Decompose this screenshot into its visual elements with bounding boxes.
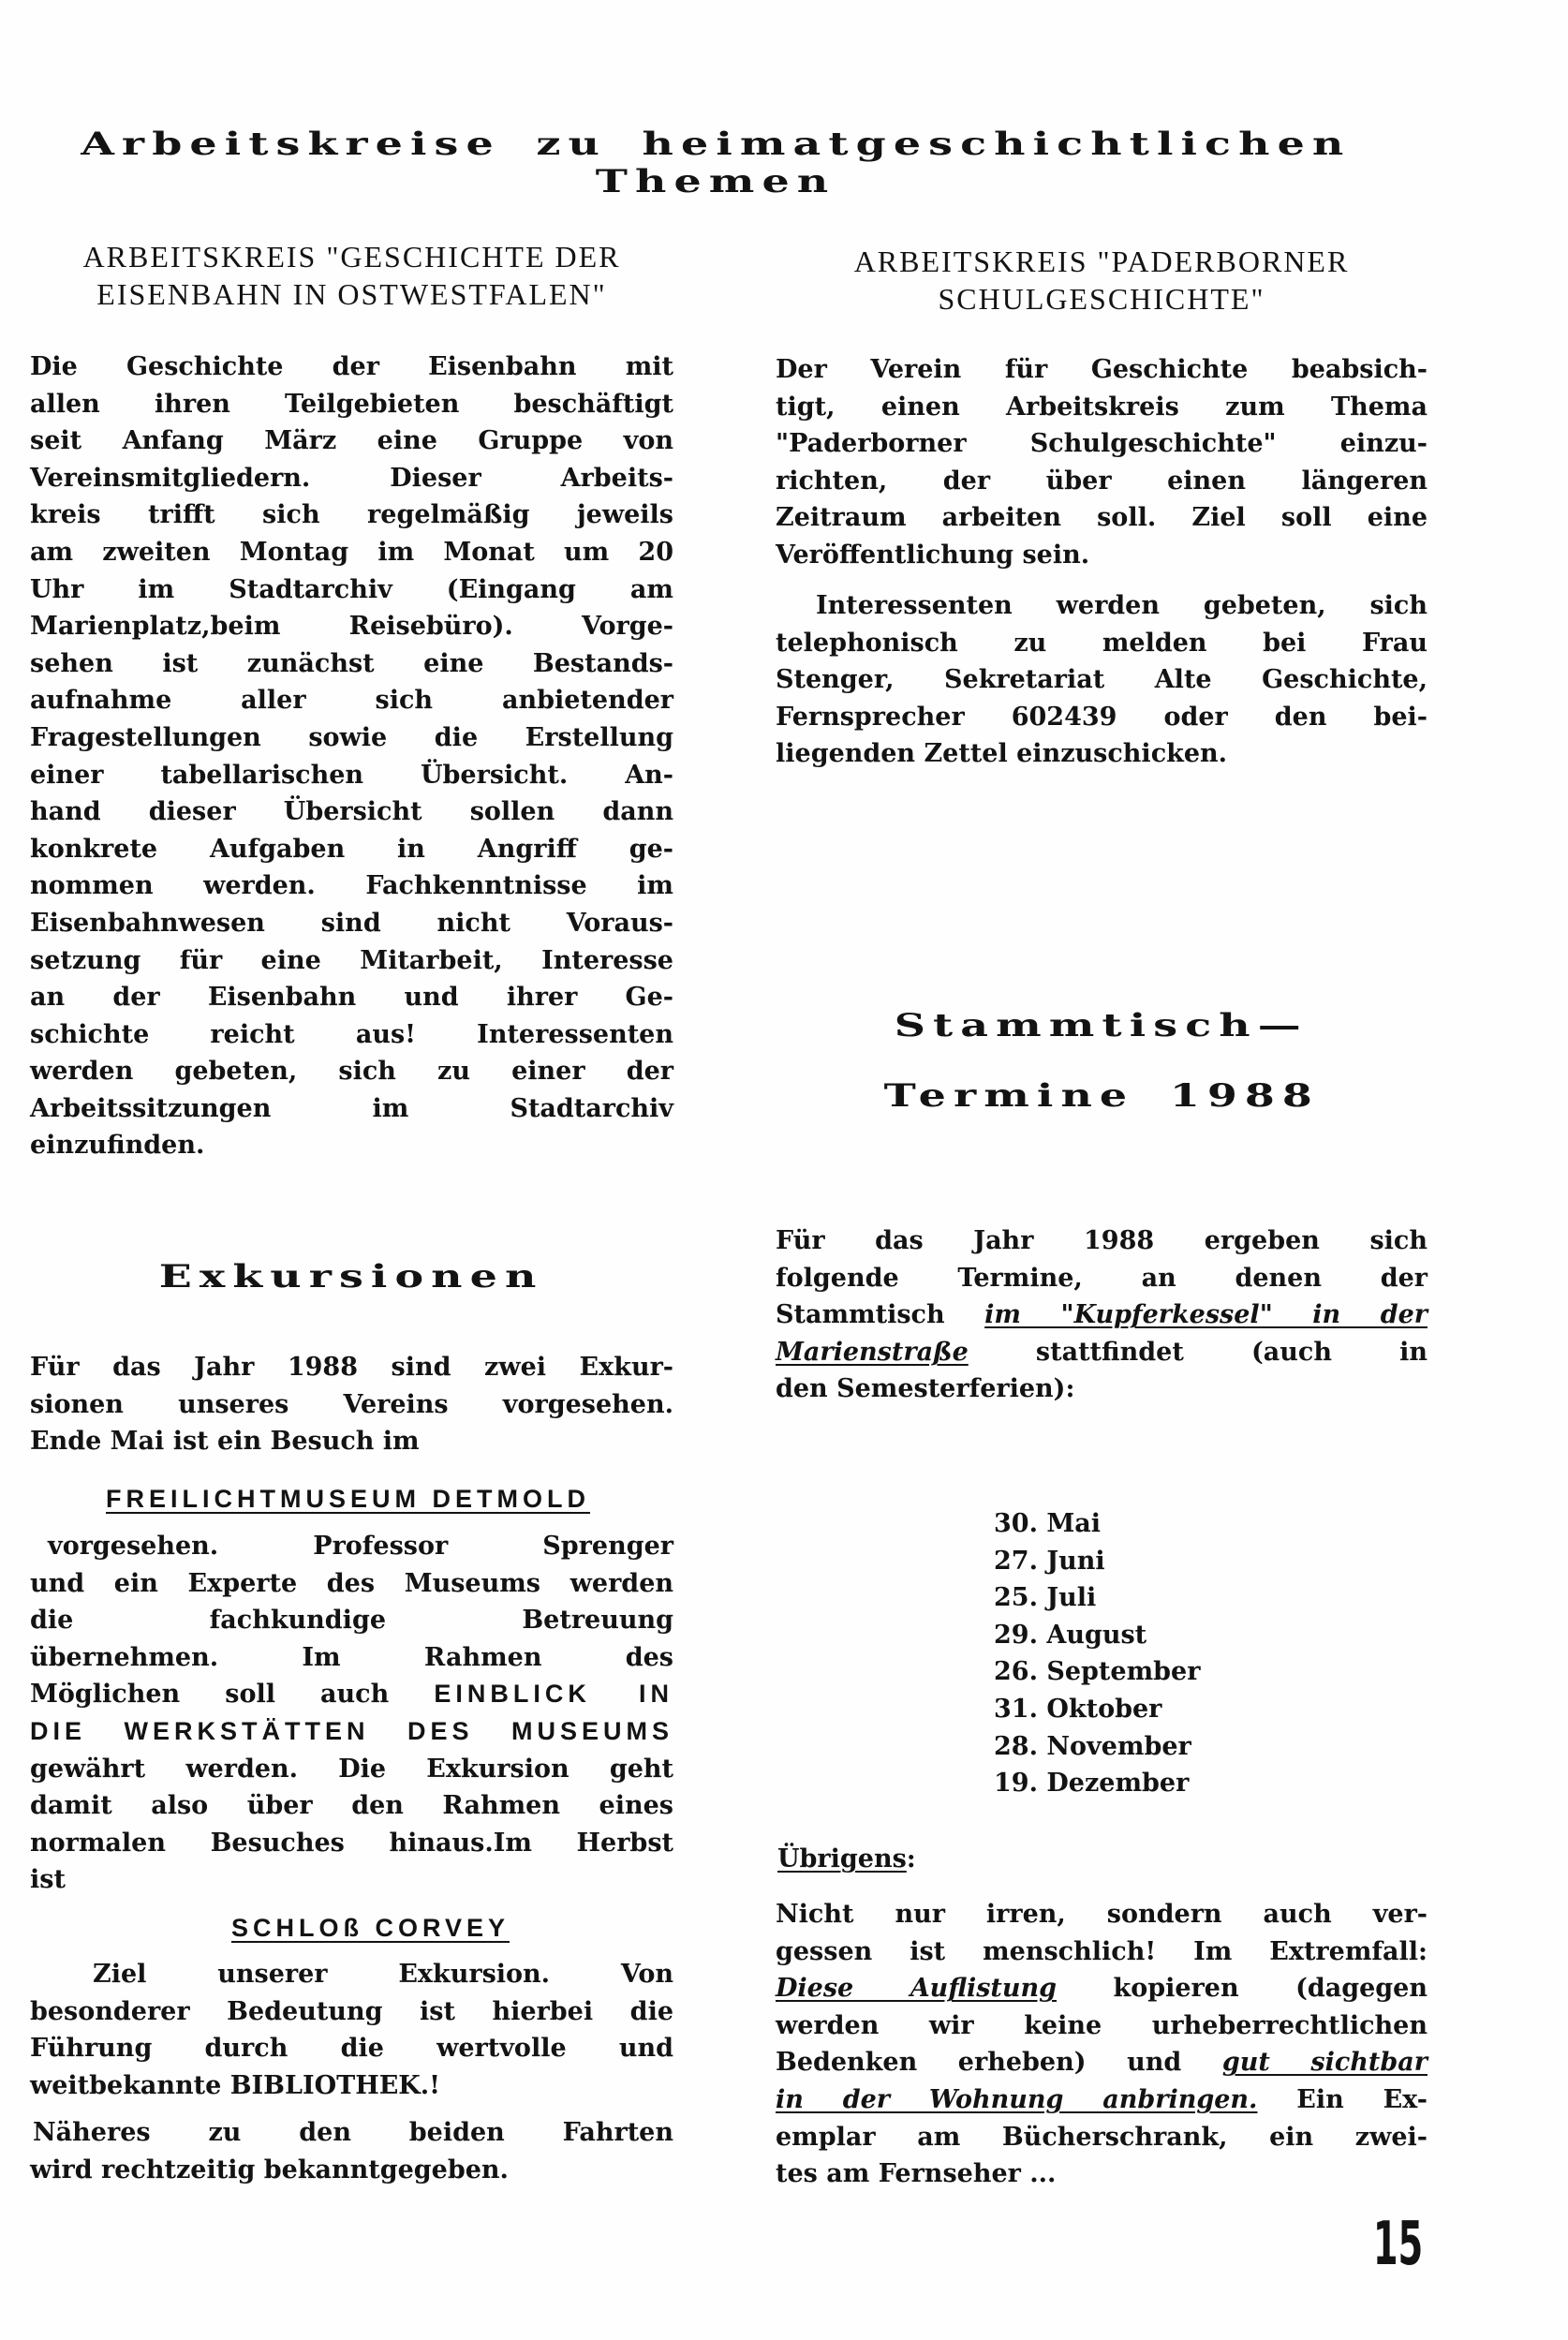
body-line: sionen unseres Vereins vorgesehen. (30, 1389, 673, 1419)
body-line: einzufinden. (30, 1131, 205, 1161)
body-line: weitbekannte BIBLIOTHEK.! (30, 2070, 441, 2100)
body-line: hand dieser Übersicht sollen dann (30, 797, 673, 827)
text-segment: Stammtisch (776, 1300, 985, 1330)
underlined-emphasis-text: im "Kupferkessel" in der (984, 1300, 1427, 1330)
body-line: normalen Besuches hinaus.Im Herbst (30, 1828, 673, 1858)
note-label (777, 1841, 1152, 1878)
body-line: Stenger, Sekretariat Alte Geschichte, (776, 665, 1427, 695)
underlined-emphasis-text: Übrigens (777, 1844, 907, 1873)
body-line: übernehmen. Im Rahmen des (30, 1642, 673, 1672)
text-segment: Ein Ex- (1257, 2084, 1427, 2114)
body-line: Fernsprecher 602439 oder den bei- (776, 702, 1427, 732)
body-line: den Semesterferien): (776, 1374, 1075, 1404)
page-title-line-2 (45, 163, 1386, 200)
heading-line: ARBEITSKREIS "GESCHICHTE DER (82, 240, 621, 274)
body-line (776, 1334, 1427, 1371)
stammtisch-heading-line-2 (776, 1077, 1427, 1115)
body-line: schichte reicht aus! Interessenten (30, 1019, 673, 1049)
text-segment: kopieren (dagegen (1057, 1974, 1427, 2004)
school-group-intro (776, 351, 1427, 574)
body-line: sehen ist zunächst eine Bestands- (30, 648, 673, 678)
text-segment: stattfindet (auch in (968, 1337, 1427, 1367)
underlined-emphasis-text: Diese Auflistung (776, 1974, 1058, 2004)
body-line: richten, der über einen längeren (776, 466, 1427, 496)
date-item: 29. August (994, 1620, 1147, 1650)
stammtisch-intro (776, 1222, 1427, 1408)
body-line: setzung für eine Mitarbeit, Interesse (30, 945, 673, 975)
heading-line: EISENBAHN IN OSTWESTFALEN" (96, 277, 607, 311)
stammtisch-dates-list (994, 1505, 1387, 1802)
railway-group-heading (30, 238, 673, 313)
page-number (1352, 2211, 1445, 2278)
body-line (776, 2081, 1427, 2119)
body-line: Die Geschichte der Eisenbahn mit (30, 352, 673, 381)
body-line: einer tabellarischen Übersicht. An- (30, 760, 673, 790)
body-line: Ende Mai ist ein Besuch im (30, 1427, 420, 1457)
body-line: Für das Jahr 1988 sind zwei Exkur- (30, 1353, 673, 1382)
body-line (30, 1676, 673, 1713)
destination-corvey (49, 1909, 692, 1947)
body-line: werden gebeten, sich zu einer der (30, 1057, 673, 1087)
underlined-emphasis-text: in der Wohnung anbringen. (776, 2084, 1258, 2114)
note-label-line (777, 1841, 1152, 1878)
body-line: Führung durch die wertvolle und (30, 2034, 673, 2064)
body-line: tes am Fernseher ... (776, 2159, 1057, 2189)
text-segment: Möglichen soll auch (30, 1680, 435, 1710)
body-line: aufnahme aller sich anbietender (30, 686, 673, 716)
body-line: Uhr im Stadtarchiv (Eingang am (30, 574, 673, 604)
school-group-heading (776, 243, 1427, 318)
text-segment: Bedenken erheben) und (776, 2048, 1222, 2078)
body-line: ist (30, 1865, 66, 1895)
excursion-detmold-text (30, 1528, 673, 1899)
body-line: an der Eisenbahn und ihrer Ge- (30, 983, 673, 1013)
body-line: liegenden Zettel einzuschicken. (776, 739, 1228, 769)
body-line: Zeitraum arbeiten soll. Ziel soll eine (776, 503, 1427, 533)
excursions-closing (30, 2114, 673, 2188)
body-line: Der Verein für Geschichte beabsich- (776, 355, 1427, 384)
destination-detmold (26, 1480, 670, 1518)
body-line: Fragestellungen sowie die Erstellung (30, 722, 673, 752)
page-title-text: Themen (595, 163, 836, 200)
date-item: 30. Mai (994, 1509, 1102, 1538)
date-item: 19. Dezember (994, 1769, 1190, 1799)
stammtisch-heading-text: Termine 1988 (883, 1077, 1320, 1115)
destination-detmold-text: FREILICHTMUSEUM DETMOLD (106, 1485, 590, 1513)
body-line: Eisenbahnwesen sind nicht Voraus- (30, 908, 673, 938)
underlined-emphasis-text: Marienstraße (776, 1337, 969, 1367)
underlined-emphasis-text: gut sichtbar (1221, 2048, 1428, 2078)
excursions-heading (30, 1258, 673, 1296)
body-line (776, 1296, 1427, 1334)
body-line: folgende Termine, an denen der (776, 1263, 1427, 1293)
body-line (30, 1713, 673, 1751)
body-line: Veröffentlichung sein. (776, 540, 1090, 570)
text-segment: : (906, 1844, 916, 1873)
body-line: "Paderborner Schulgeschichte" einzu- (776, 429, 1427, 459)
stammtisch-heading-line-1 (776, 1007, 1427, 1044)
body-line (776, 2044, 1427, 2081)
body-line (776, 1970, 1427, 2007)
school-group-contact (776, 587, 1427, 773)
body-line: gewährt werden. Die Exkursion geht (30, 1754, 673, 1784)
body-line: besonderer Bedeutung ist hierbei die (30, 1996, 673, 2026)
body-line: seit Anfang März eine Gruppe von (30, 426, 673, 456)
body-line: Marienplatz,beim Reisebüro). Vorge- (30, 612, 673, 642)
destination-corvey-text: SCHLOß CORVEY (230, 1914, 510, 1942)
body-line: allen ihren Teilgebieten beschäftigt (30, 389, 673, 419)
excursion-corvey-text (30, 1956, 673, 2104)
body-line: am zweiten Montag im Monat um 20 (30, 537, 673, 567)
heading-line: ARBEITSKREIS "PADERBORNER (853, 244, 1350, 278)
body-line: Nicht nur irren, sondern auch ver- (776, 1900, 1427, 1929)
stammtisch-heading-text: Stammtisch— (894, 1007, 1309, 1044)
body-line: Arbeitssitzungen im Stadtarchiv (30, 1093, 673, 1123)
page-title-text: Arbeitskreise zu heimatgeschichtlichen (80, 126, 1352, 163)
body-line: Interessenten werden gebeten, sich (816, 591, 1427, 620)
body-line: damit also über den Rahmen eines (30, 1791, 673, 1821)
body-line: Näheres zu den beiden Fahrten (33, 2118, 673, 2147)
date-item: 31. Oktober (994, 1694, 1162, 1724)
date-item: 25. Juli (994, 1583, 1097, 1613)
page-number-text: 15 (1373, 2210, 1424, 2279)
date-item: 27. Juni (994, 1546, 1105, 1576)
excursions-intro (30, 1349, 673, 1460)
body-line: die fachkundige Betreuung (30, 1606, 673, 1636)
body-line: emplar am Bücherschrank, ein zwei- (776, 2122, 1427, 2152)
body-line: vorgesehen. Professor Sprenger (48, 1532, 673, 1561)
railway-group-body (30, 348, 673, 1164)
body-line: wird rechtzeitig bekanntgegeben. (30, 2155, 509, 2184)
body-line: kreis trifft sich regelmäßig jeweils (30, 500, 673, 530)
body-line: und ein Experte des Museums werden (30, 1568, 673, 1598)
body-line: nommen werden. Fachkenntnisse im (30, 871, 673, 901)
body-line: Vereinsmitgliedern. Dieser Arbeits- (30, 463, 673, 493)
date-item: 26. September (994, 1657, 1201, 1687)
body-line: werden wir keine urheberrechtlichen (776, 2010, 1427, 2040)
body-line: tigt, einen Arbeitskreis zum Thema (776, 392, 1427, 422)
date-item: 28. November (994, 1731, 1191, 1761)
body-line: Für das Jahr 1988 ergeben sich (776, 1226, 1427, 1255)
body-line: gessen ist menschlich! Im Extremfall: (776, 1936, 1427, 1966)
excursions-heading-text: Exkursionen (159, 1258, 544, 1296)
body-line: telephonisch zu melden bei Frau (776, 628, 1427, 658)
caps-highlight-text: EINBLICK IN (434, 1680, 674, 1709)
body-line: konkrete Aufgaben in Angriff ge- (30, 834, 673, 864)
heading-line: SCHULGESCHICHTE" (938, 282, 1265, 316)
stammtisch-note (776, 1896, 1427, 2193)
body-line: Ziel unserer Exkursion. Von (93, 1960, 673, 1989)
caps-highlight-text: DIE WERKSTÄTTEN DES MUSEUMS (30, 1716, 673, 1745)
page-title-line-1 (45, 126, 1386, 163)
